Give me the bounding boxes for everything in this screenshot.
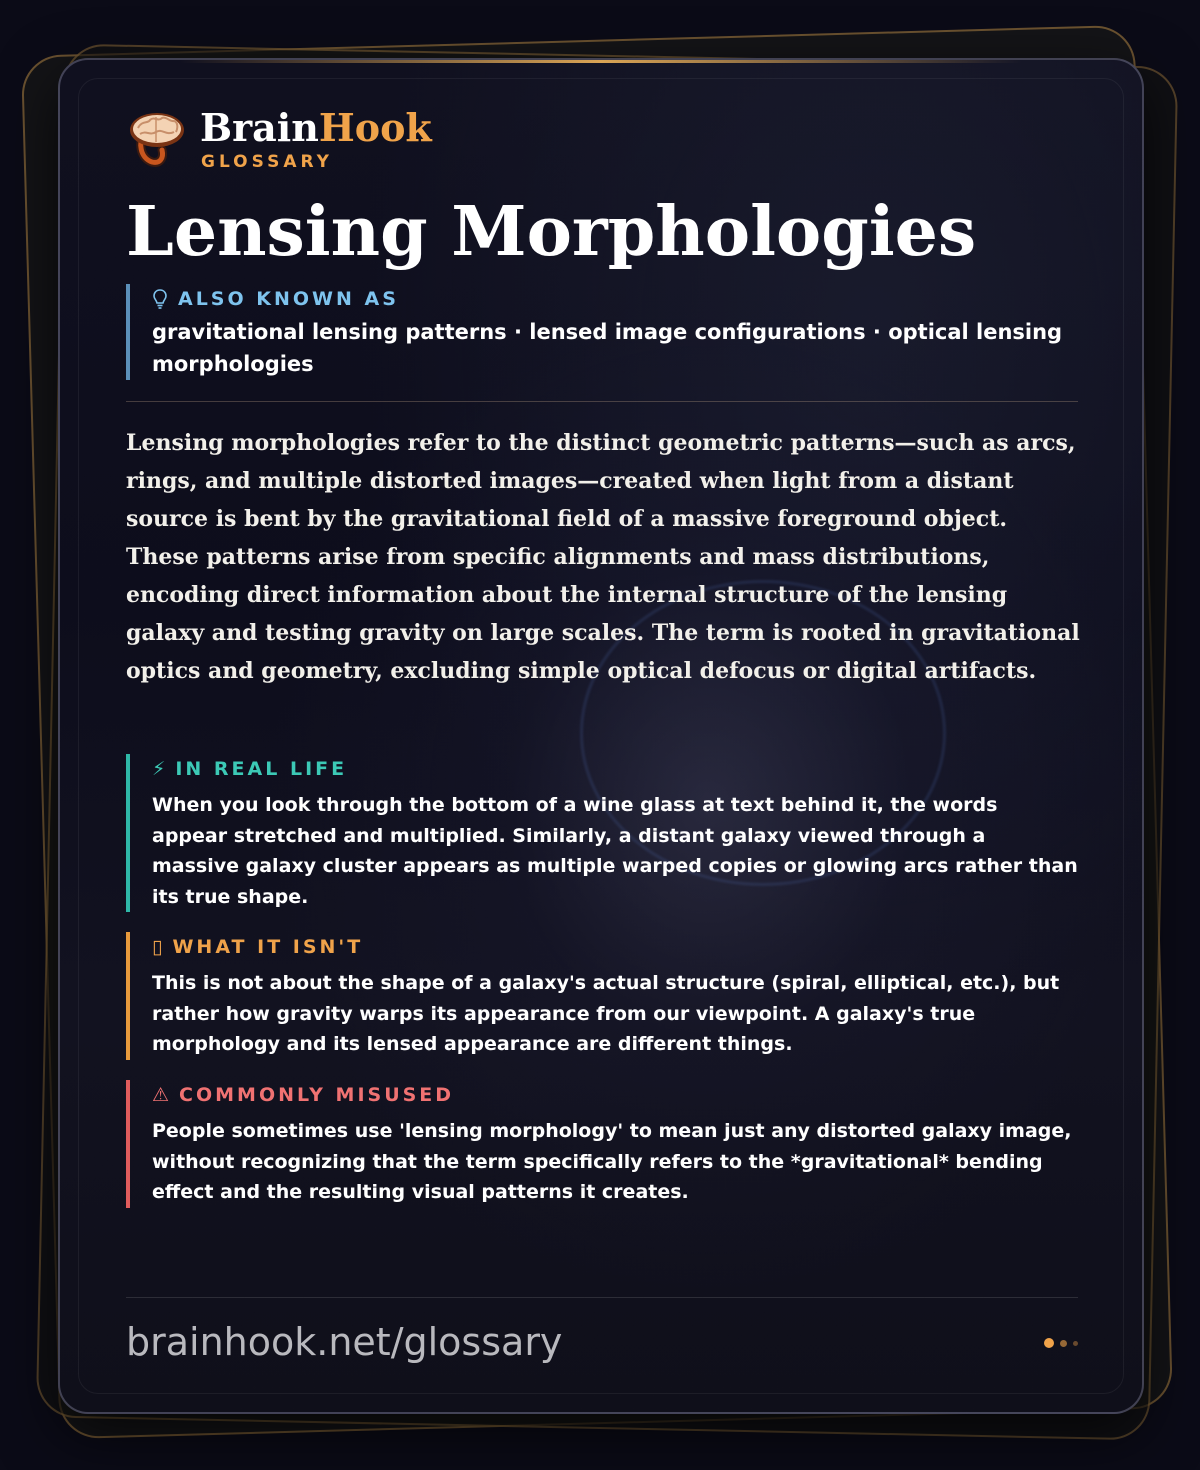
what-it-isnt-section: [126, 932, 1078, 1060]
in-real-life-header: [152, 754, 1078, 784]
footer-url[interactable]: brainhook.net/glossary: [126, 1320, 563, 1364]
what-it-isnt-text: This is not about the shape of a galaxy's actual structure (spiral, elliptical, etc.), but rather how gravity warps its appearance from our viewpoint. A galaxy's true morphology and its lensed appearance are different things.: [152, 972, 1060, 1055]
also-known-as-text: gravitational lensing patterns · lensed image configurations · optical lensing morphologies: [152, 320, 1063, 376]
what-it-isnt-label: WHAT IT ISN'T: [172, 936, 364, 958]
pagination-dot: [1060, 1340, 1067, 1347]
no-entry-icon: ▯: [152, 936, 163, 958]
also-known-as-label: ALSO KNOWN AS: [178, 288, 399, 310]
commonly-misused-label: COMMONLY MISUSED: [179, 1084, 455, 1106]
term-title: Lensing Morphologies: [126, 192, 977, 272]
lightning-icon: ⚡: [152, 758, 166, 780]
brand-header: [126, 104, 526, 174]
commonly-misused-header: [152, 1080, 1078, 1110]
pagination-dot-active: [1044, 1338, 1054, 1348]
brain-hook-logo-icon: [126, 108, 186, 168]
in-real-life-text: When you look through the bottom of a wine glass at text behind it, the words appear stretched and multiplied. Similarly, a distant galaxy viewed through a massive galaxy cluster appears as multiple warped copies or glowing arcs rather than its true shape.: [152, 794, 1078, 908]
in-real-life-section: [126, 754, 1078, 912]
also-known-as-header: [152, 284, 1078, 314]
brand-name-part1: Brain: [200, 105, 319, 150]
what-it-isnt-header: [152, 932, 1078, 962]
commonly-misused-section: [126, 1080, 1078, 1208]
commonly-misused-text: People sometimes use 'lensing morphology' to mean just any distorted galaxy image, without recognizing that the term specifically refers to the *gravitational* bending effect and the resulting visual patterns it creates.: [152, 1120, 1072, 1203]
footer-divider: [126, 1297, 1078, 1298]
in-real-life-label: IN REAL LIFE: [175, 758, 348, 780]
pagination-dot: [1073, 1341, 1078, 1346]
brand-name-part2: Hook: [318, 105, 432, 150]
warning-icon: ⚠: [152, 1084, 170, 1106]
also-known-as-section: [126, 284, 1078, 380]
pagination-dots: [1044, 1338, 1078, 1348]
definition-text: Lensing morphologies refer to the distinct geometric patterns—such as arcs, rings, and multiple distorted images—created when light from a distant source is bent by the gravitational field of a massive foreground object. These patterns arise from specific alignments and mass distributions, encoding direct information about the internal structure of the lensing galaxy and testing gravity on large scales. The term is rooted in gravitational optics and geometry, excluding simple optical defocus or digital artifacts.: [126, 430, 1080, 684]
card-top-accent: [180, 60, 1022, 63]
brand-name: [200, 106, 432, 150]
glossary-card: [58, 58, 1144, 1414]
section-divider: [126, 401, 1078, 402]
brand-subtitle: GLOSSARY: [201, 152, 333, 172]
lightbulb-icon: [152, 289, 168, 309]
